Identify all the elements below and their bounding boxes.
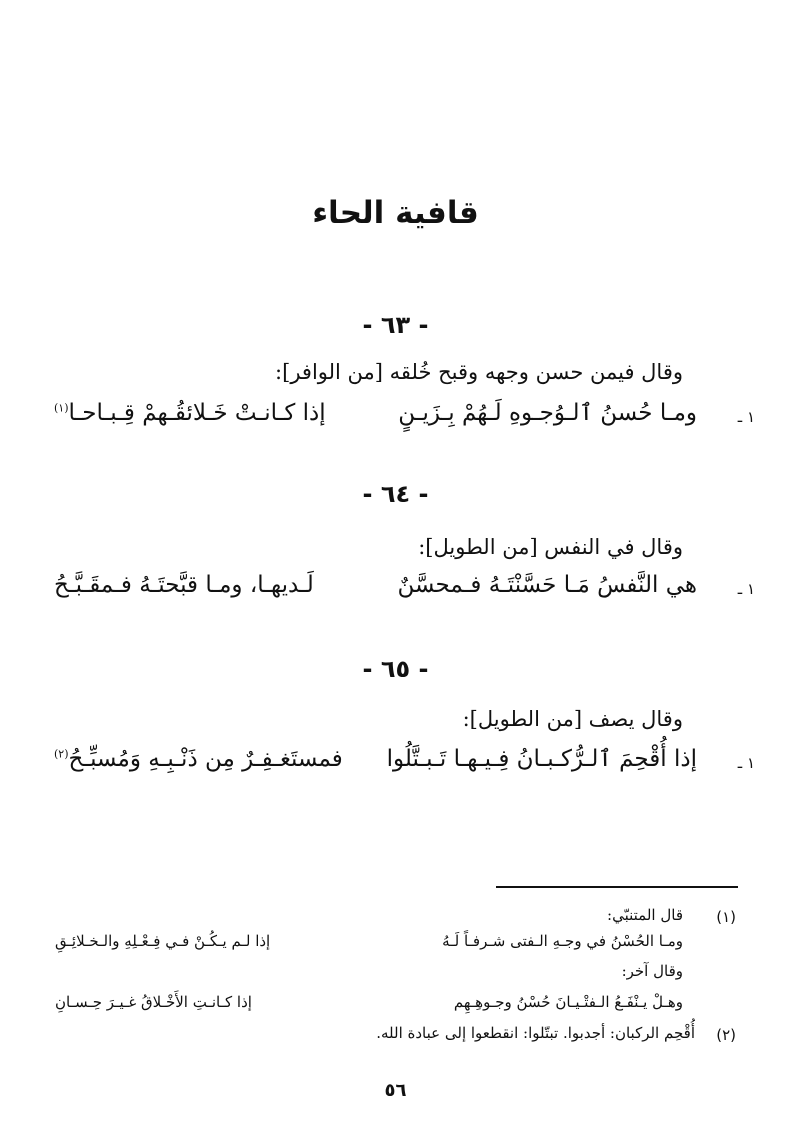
page-number: ٥٦ [384,1080,407,1101]
verse-hemistich-second [54,400,326,426]
verse-hemistich-second: لَـديهـا، ومـا قبَّحتَـهُ فـمقَـبَّـحُ [54,572,314,598]
footnote-ref[interactable]: (٢) [54,747,69,761]
verse-hemistich-text: إذا كـانـتْ خَـلائقُـهمْ قِـبـاحـا [68,400,326,426]
poem-number: - ٦٣ - [362,311,429,339]
footnote-intro: وقال آخر: [621,962,683,980]
footnote-intro: قال المتنبّي: [607,906,683,924]
verse-line [40,746,755,786]
verse-hemistich-text: فمستَغـفِـرٌ مِن ذَنْـبِـهِ وَمُسبِّـحُ [68,746,343,772]
footnote-divider [496,886,738,888]
chapter-title: قافية الحاء [312,195,479,231]
footnote-verse-hemistich: ومـا الحُسْنُ في وجـهِ الـفتى شـرفـاً لَـهُ [442,932,683,950]
verse-index: ١ ـ [737,408,755,426]
footnote-verse-hemistich: إذا كـانـتِ الأَخْـلاقُ غـيـرَ حِـسـانِ [55,993,252,1011]
verse-hemistich-first: إذا أُقْحِمَ ٱلـرُّكـبـانُ فِـيـهـا تَـبـتَّلُوا [386,746,697,772]
poem-number: - ٦٥ - [362,655,429,683]
verse-hemistich-first: ومـا حُسنُ ٱلـوُجـوهِ لَـهُمْ بِـزَيـنٍ [398,400,697,426]
verse-line [40,572,755,612]
poem-intro: وقال يصف [من الطويل]: [462,707,683,731]
verse-line [40,400,755,440]
footnote-verse-hemistich: وهـلْ يـنْفَـعُ الـفتْـيـانَ حُسْنُ وجـوهِـهِم [453,993,683,1011]
poem-intro: وقال في النفس [من الطويل]: [418,535,683,559]
verse-index: ١ ـ [737,580,755,598]
footnote-ref[interactable]: (١) [54,401,69,415]
verse-index: ١ ـ [737,754,755,772]
footnote-label: (٢) [716,1026,736,1044]
poem-number: - ٦٤ - [362,480,429,508]
footnote-verse-hemistich: إذا لـم يـكُـنْ فـي فِـعْـلِهِ والـخـلائِـقِ [55,932,271,950]
footnote-text: أُقْحِم الركبان: أجدبوا. تبتّلوا: انقطعوا إلى عبادة الله. [376,1024,695,1042]
verse-hemistich-second [54,746,343,772]
verse-hemistich-first: هي النَّفسُ مَـا حَسَّنْتَـهُ فـمحسَّنٌ [397,572,697,598]
poem-intro: وقال فيمن حسن وجهه وقبح خُلقه [من الوافر]: [275,360,683,384]
footnote-label: (١) [716,908,736,926]
